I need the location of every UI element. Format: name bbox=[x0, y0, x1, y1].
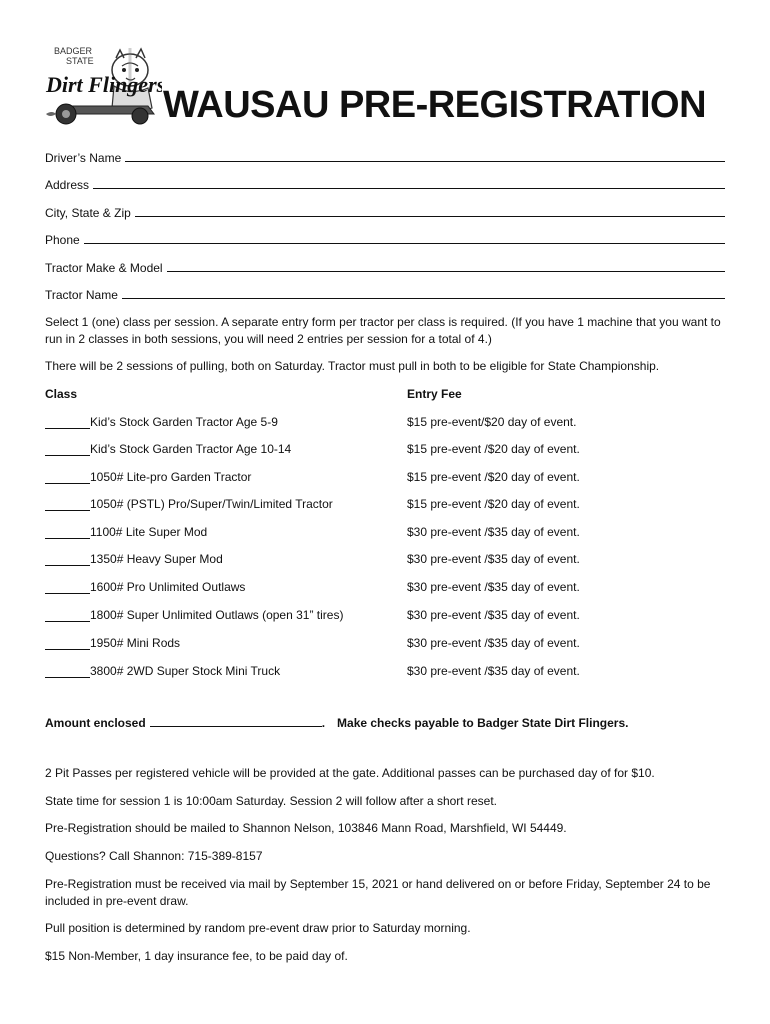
class-checkbox-blank[interactable] bbox=[45, 470, 90, 484]
field-label: Address bbox=[45, 178, 90, 192]
badger-mascot-icon bbox=[44, 44, 162, 128]
class-checkbox-blank[interactable] bbox=[45, 497, 90, 511]
class-name: 1800# Super Unlimited Outlaws (open 31” tires) bbox=[90, 608, 344, 622]
class-row bbox=[45, 664, 735, 682]
field-label: Phone bbox=[45, 233, 80, 247]
checks-payable-note: Make checks payable to Badger State Dirt Flingers. bbox=[337, 716, 629, 730]
page-title: WAUSAU PRE-REGISTRATION bbox=[163, 84, 707, 126]
amount-blank-line[interactable] bbox=[150, 715, 322, 727]
blank-line[interactable] bbox=[84, 243, 725, 244]
blank-line[interactable] bbox=[122, 298, 725, 299]
pit-passes-note: 2 Pit Passes per registered vehicle will be provided at the gate. Additional passes can be purchased day of for $10. bbox=[45, 766, 655, 780]
class-fee: $30 pre-event /$35 day of event. bbox=[407, 525, 580, 539]
class-name: Kid’s Stock Garden Tractor Age 5-9 bbox=[90, 415, 278, 429]
insurance-fee-note: $15 Non-Member, 1 day insurance fee, to be paid day of. bbox=[45, 949, 348, 963]
class-fee: $15 pre-event/$20 day of event. bbox=[407, 415, 577, 429]
phone-field[interactable] bbox=[45, 229, 725, 247]
class-row bbox=[45, 552, 735, 570]
questions-contact: Questions? Call Shannon: 715-389-8157 bbox=[45, 849, 263, 863]
class-row bbox=[45, 415, 735, 433]
field-label: Tractor Name bbox=[45, 288, 118, 302]
class-fee: $30 pre-event /$35 day of event. bbox=[407, 580, 580, 594]
blank-line[interactable] bbox=[125, 161, 725, 162]
session-time-note: State time for session 1 is 10:00am Saturday. Session 2 will follow after a short reset. bbox=[45, 794, 497, 808]
class-row bbox=[45, 470, 735, 488]
field-label: Driver’s Name bbox=[45, 151, 122, 165]
class-checkbox-blank[interactable] bbox=[45, 636, 90, 650]
pull-position-note: Pull position is determined by random pre-event draw prior to Saturday morning. bbox=[45, 921, 471, 935]
class-row bbox=[45, 525, 735, 543]
class-fee: $30 pre-event /$35 day of event. bbox=[407, 664, 580, 678]
class-name: 1350# Heavy Super Mod bbox=[90, 552, 223, 566]
sessions-note: There will be 2 sessions of pulling, both on Saturday. Tractor must pull in both to be eligible for State Championship. bbox=[45, 359, 660, 373]
tractor-make-model-field[interactable] bbox=[45, 257, 725, 275]
mailing-address-note: Pre-Registration should be mailed to Shannon Nelson, 103846 Mann Road, Marshfield, WI 54449. bbox=[45, 821, 567, 835]
dirt-flingers-logo bbox=[44, 44, 162, 128]
class-name: 1600# Pro Unlimited Outlaws bbox=[90, 580, 246, 594]
tractor-name-field[interactable] bbox=[45, 284, 725, 302]
entry-fee-header: Entry Fee bbox=[407, 387, 462, 401]
class-selection-instructions: Select 1 (one) class per session. A separate entry form per tractor per class is required. (If you have 1 machine that you want to run in 2 classes in both sessions, you will need 2 entries per session for a total of 4.) bbox=[45, 315, 721, 346]
class-fee: $15 pre-event /$20 day of event. bbox=[407, 497, 580, 511]
class-fee: $30 pre-event /$35 day of event. bbox=[407, 608, 580, 622]
class-checkbox-blank[interactable] bbox=[45, 608, 90, 622]
class-row bbox=[45, 497, 735, 515]
class-name: 1100# Lite Super Mod bbox=[90, 525, 208, 539]
field-label: Tractor Make & Model bbox=[45, 261, 163, 275]
class-fee: $15 pre-event /$20 day of event. bbox=[407, 442, 580, 456]
class-row bbox=[45, 636, 735, 654]
class-checkbox-blank[interactable] bbox=[45, 552, 90, 566]
class-checkbox-blank[interactable] bbox=[45, 525, 90, 539]
class-name: 1050# Lite-pro Garden Tractor bbox=[90, 470, 252, 484]
city-state-zip-field[interactable] bbox=[45, 202, 725, 220]
class-checkbox-blank[interactable] bbox=[45, 442, 90, 456]
blank-line[interactable] bbox=[135, 216, 725, 217]
blank-line[interactable] bbox=[93, 188, 725, 189]
class-fee: $30 pre-event /$35 day of event. bbox=[407, 552, 580, 566]
address-field[interactable] bbox=[45, 174, 725, 192]
amount-label: Amount enclosed bbox=[45, 716, 146, 730]
logo-text-top: BADGER bbox=[54, 46, 93, 56]
class-name: 3800# 2WD Super Stock Mini Truck bbox=[90, 664, 281, 678]
deadline-note: Pre-Registration must be received via mail by September 15, 2021 or hand delivered on or before Friday, September 24 to be included in pre-event draw. bbox=[45, 877, 711, 908]
class-name: 1050# (PSTL) Pro/Super/Twin/Limited Tractor bbox=[90, 497, 333, 511]
class-fee: $30 pre-event /$35 day of event. bbox=[407, 636, 580, 650]
class-row bbox=[45, 608, 735, 626]
amount-period: . bbox=[321, 716, 326, 730]
class-checkbox-blank[interactable] bbox=[45, 415, 90, 429]
field-label: City, State & Zip bbox=[45, 206, 131, 220]
class-row bbox=[45, 580, 735, 598]
class-name: 1950# Mini Rods bbox=[90, 636, 181, 650]
class-checkbox-blank[interactable] bbox=[45, 664, 90, 678]
class-name: Kid’s Stock Garden Tractor Age 10-14 bbox=[90, 442, 292, 456]
logo-text-main: Dirt Flingers bbox=[46, 72, 162, 97]
class-row bbox=[45, 442, 735, 460]
drivers-name-field[interactable] bbox=[45, 147, 725, 165]
blank-line[interactable] bbox=[167, 271, 725, 272]
amount-enclosed-row bbox=[45, 715, 628, 730]
class-checkbox-blank[interactable] bbox=[45, 580, 90, 594]
class-fee: $15 pre-event /$20 day of event. bbox=[407, 470, 580, 484]
svg-text:STATE: STATE bbox=[66, 56, 94, 66]
class-header: Class bbox=[45, 387, 78, 401]
